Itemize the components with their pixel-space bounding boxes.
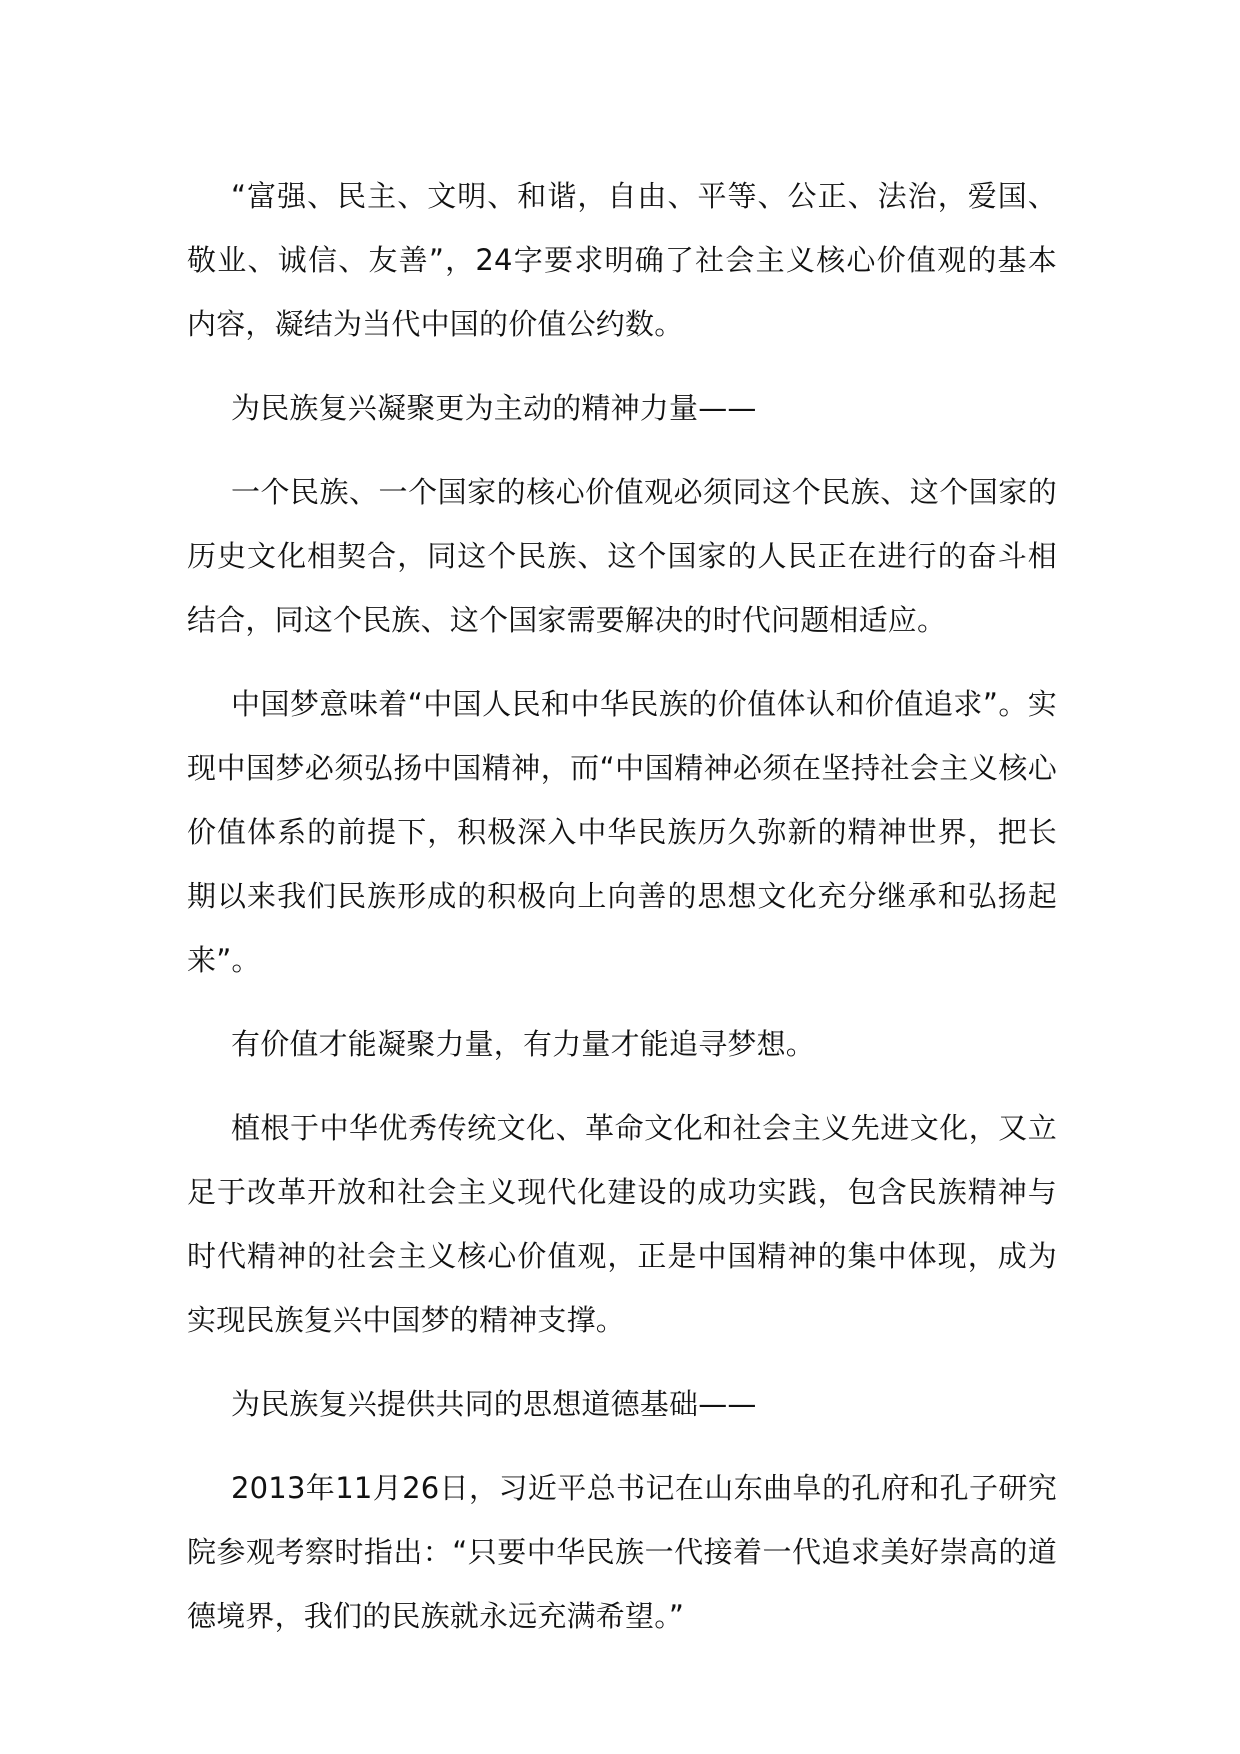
paragraph-value-strength: 有价值才能凝聚力量，有力量才能追寻梦想。 bbox=[231, 1027, 816, 1061]
paragraph-qufu-visit: 2013年11月26日，习近平总书记在山东曲阜的孔府和孔子研究院参观考察时指出：“只要中华民族一代接着一代追求美好崇高的道德境界，我们的民族就永远充满希望。” bbox=[187, 1471, 1057, 1633]
document-body bbox=[187, 164, 1057, 1668]
paragraph-national-values: 一个民族、一个国家的核心价值观必须同这个民族、这个国家的历史文化相契合，同这个民族、这个国家的人民正在进行的奋斗相结合，同这个民族、这个国家需要解决的时代问题相适应。 bbox=[187, 475, 1057, 637]
paragraph-chinese-dream: 中国梦意味着“中国人民和中华民族的价值体认和价值追求”。实现中国梦必须弘扬中国精神，而“中国精神必须在坚持社会主义核心价值体系的前提下，积极深入中华民族历久弥新的精神世界，把长期以来我们民族形成的积极向上向善的思想文化充分继承和弘扬起来”。 bbox=[187, 687, 1057, 977]
paragraph-heading-spiritual-strength: 为民族复兴凝聚更为主动的精神力量—— bbox=[231, 391, 757, 425]
paragraph-rooted-culture: 植根于中华优秀传统文化、革命文化和社会主义先进文化，又立足于改革开放和社会主义现代化建设的成功实践，包含民族精神与时代精神的社会主义核心价值观，正是中国精神的集中体现，成为实现民族复兴中国梦的精神支撑。 bbox=[187, 1111, 1057, 1337]
paragraph-heading-moral-foundation: 为民族复兴提供共同的思想道德基础—— bbox=[231, 1387, 757, 1421]
paragraph-core-values: “富强、民主、文明、和谐，自由、平等、公正、法治，爱国、敬业、诚信、友善”，24字要求明确了社会主义核心价值观的基本内容，凝结为当代中国的价值公约数。 bbox=[187, 179, 1057, 341]
